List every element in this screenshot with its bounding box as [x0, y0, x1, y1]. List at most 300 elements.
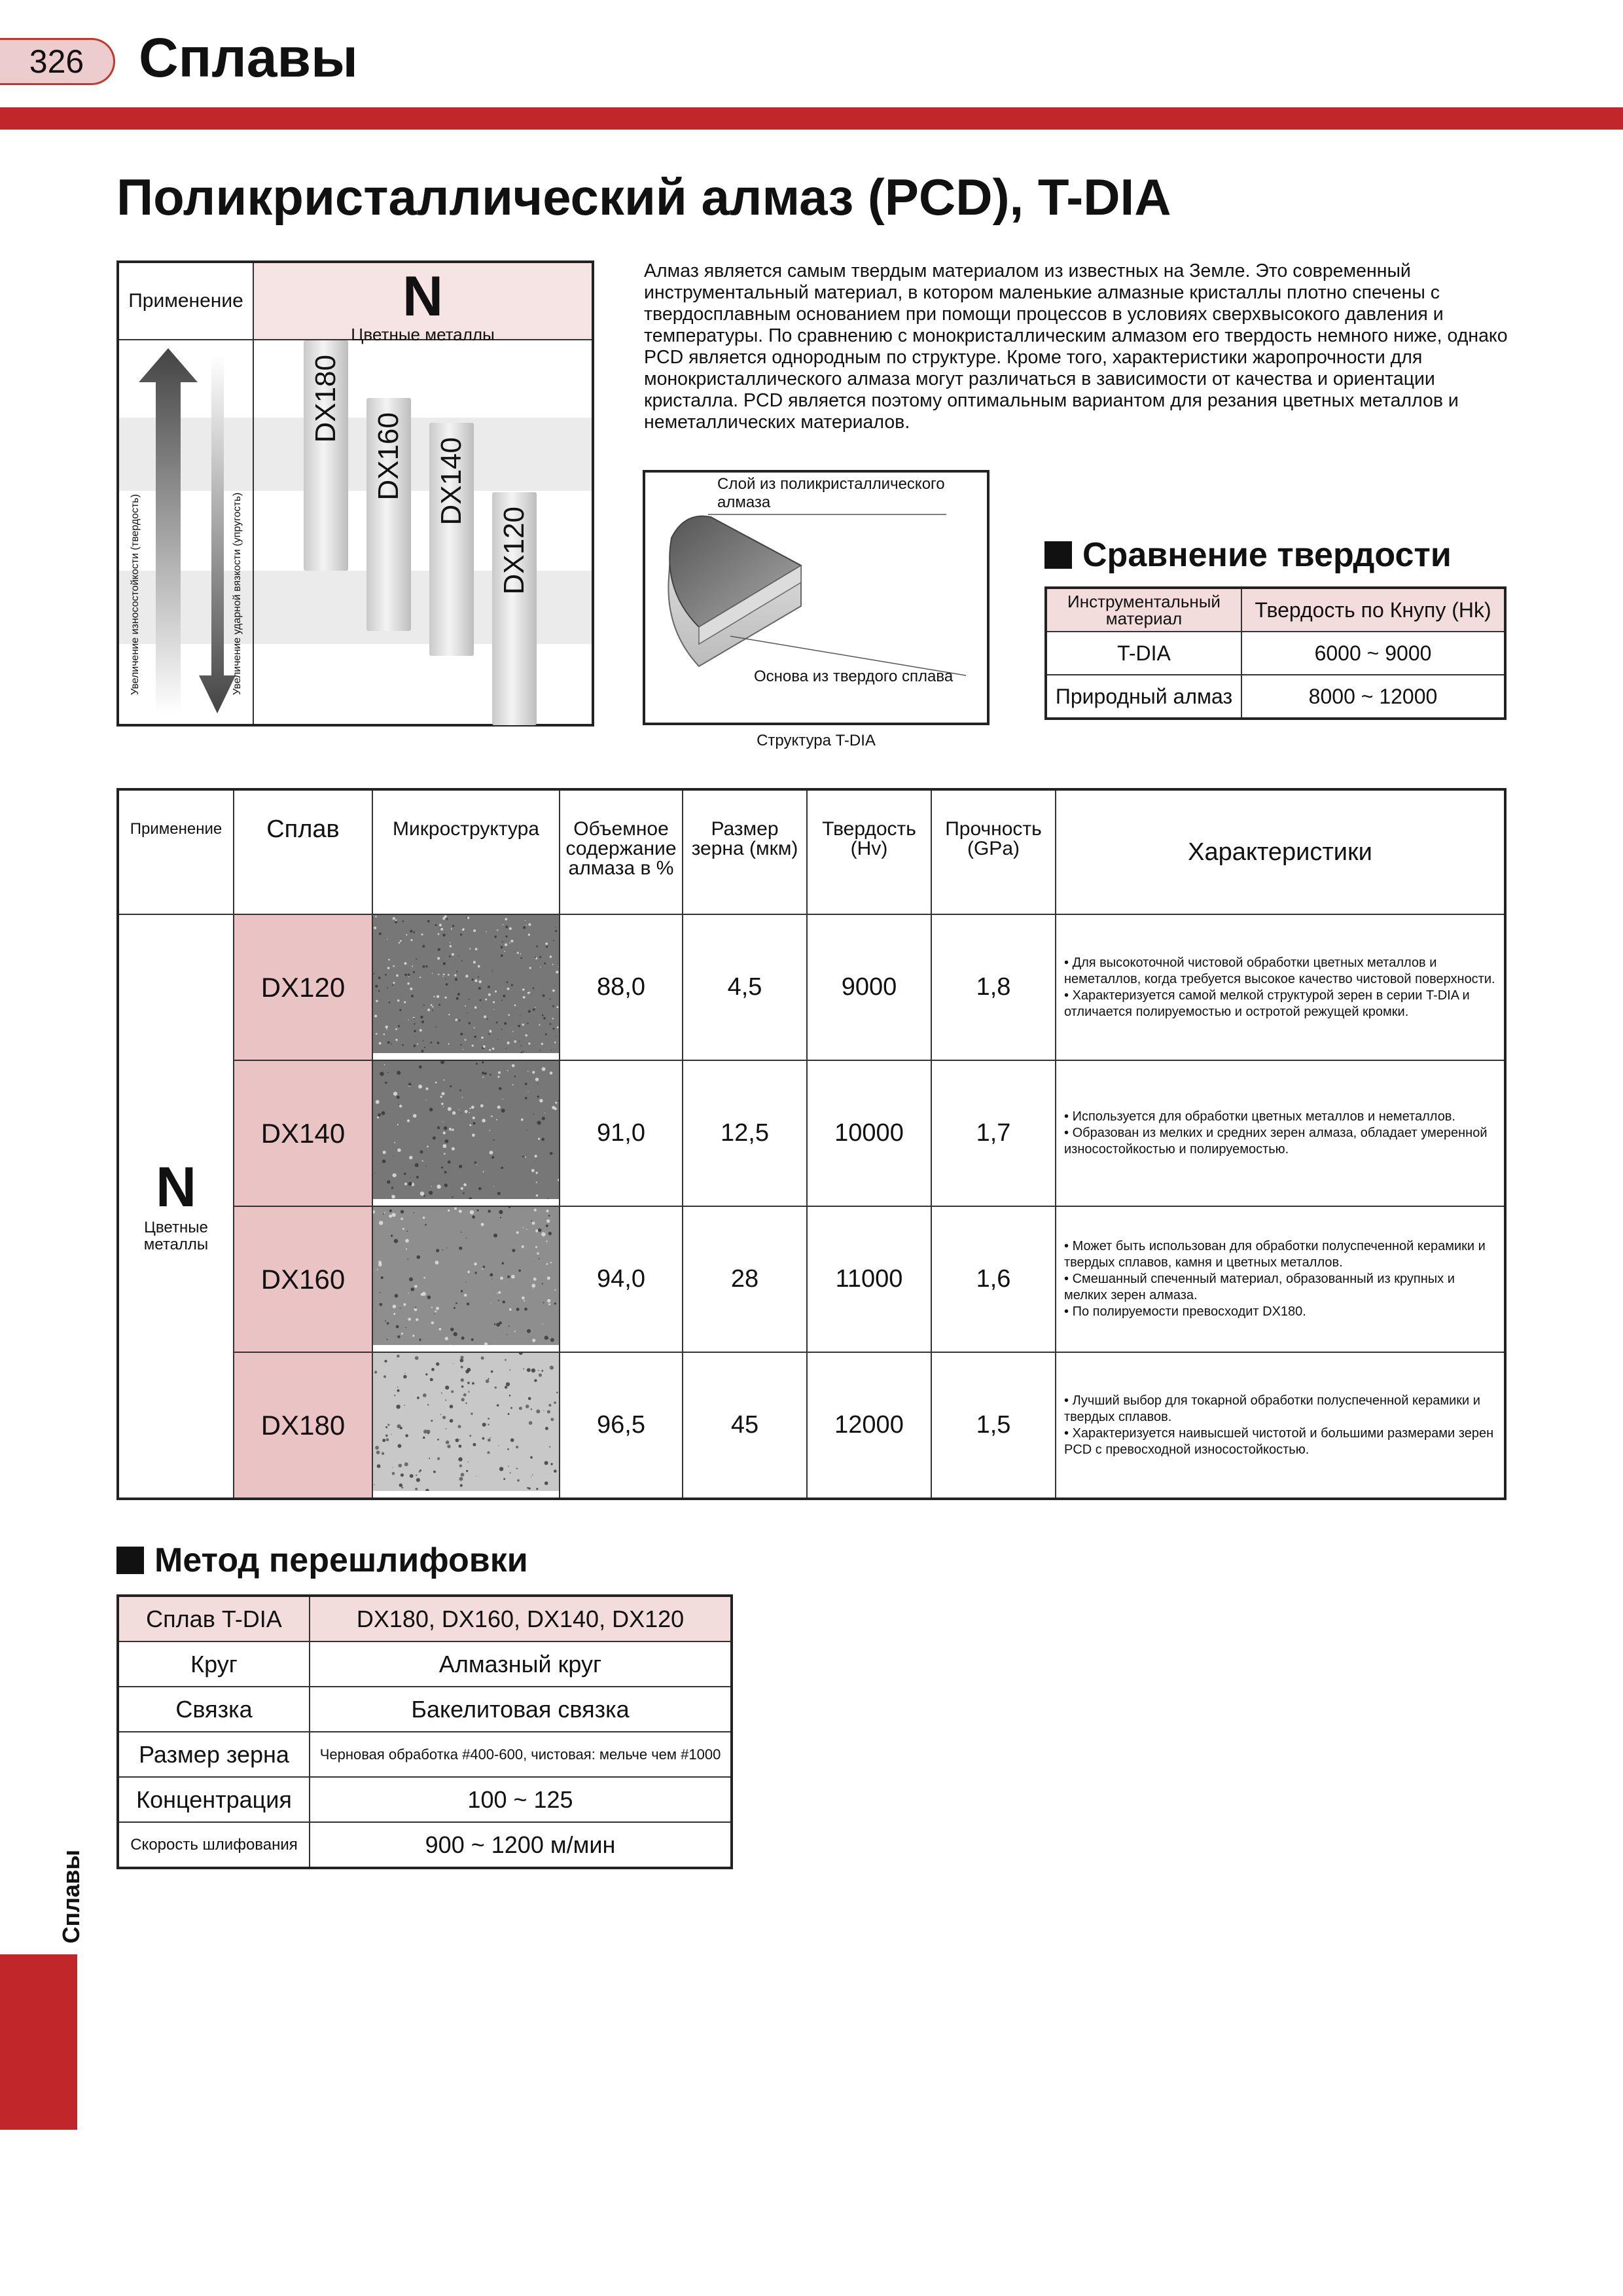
texture-dot: [386, 1438, 389, 1441]
col-application: Применение: [118, 789, 234, 914]
texture-dot: [465, 1039, 467, 1041]
texture-dot: [538, 1229, 542, 1232]
texture-dot: [478, 977, 479, 978]
texture-dot: [411, 995, 414, 997]
texture-dot: [516, 1468, 518, 1469]
texture-dot: [427, 920, 430, 923]
texture-dot: [401, 1473, 404, 1477]
texture-dot: [542, 1283, 543, 1284]
texture-dot: [404, 1405, 405, 1406]
texture-dot: [397, 999, 399, 1001]
table-row: [118, 914, 1505, 1060]
texture-dot: [482, 1423, 486, 1427]
texture-dot: [461, 1187, 463, 1190]
texture-dot: [468, 999, 469, 1000]
texture-dot: [387, 1041, 390, 1044]
texture-dot: [448, 974, 450, 976]
texture-dot: [413, 1018, 415, 1020]
texture-dot: [498, 1300, 499, 1301]
texture-dot: [393, 982, 395, 984]
texture-dot: [480, 999, 482, 1001]
texture-dot: [548, 1232, 552, 1235]
texture-dot: [445, 978, 446, 980]
texture-dot: [508, 1466, 509, 1467]
texture-dot: [385, 1435, 387, 1437]
texture-dot: [397, 1424, 401, 1428]
texture-dot: [419, 1066, 422, 1069]
texture-dot: [471, 1338, 474, 1341]
texture-dot: [475, 948, 478, 950]
texture-dot: [516, 1231, 519, 1234]
texture-dot: [465, 1110, 468, 1113]
texture-dot: [421, 933, 423, 935]
col-grain: Размер зерна (мкм): [683, 789, 807, 914]
texture-dot: [505, 943, 507, 946]
grain-cell: 4,5: [683, 914, 807, 1060]
texture-dot: [454, 974, 456, 976]
texture-dot: [404, 1173, 406, 1175]
texture-dot: [396, 1405, 400, 1408]
texture-dot: [502, 1262, 505, 1265]
texture-dot: [522, 1024, 524, 1026]
texture-dot: [512, 1249, 515, 1252]
hardness-cell: 12000: [807, 1352, 931, 1499]
texture-dot: [535, 1007, 536, 1008]
texture-dot: [405, 1327, 406, 1329]
texture-dot: [387, 1180, 390, 1183]
texture-dot: [512, 1064, 515, 1067]
pillar-dx180: DX180: [304, 340, 348, 571]
texture-dot: [528, 924, 531, 926]
texture-dot: [536, 1410, 540, 1414]
texture-dot: [482, 1437, 485, 1440]
hardness-value: 8000 ~ 12000: [1241, 675, 1505, 719]
texture-dot: [461, 1386, 464, 1388]
table-row: [118, 1352, 1505, 1499]
texture-dot: [445, 1399, 446, 1401]
texture-dot: [488, 1439, 491, 1442]
texture-dot: [419, 1471, 421, 1473]
texture-dot: [505, 1386, 507, 1388]
texture-dot: [441, 1166, 443, 1168]
texture-dot: [450, 945, 452, 947]
texture-dot: [431, 1420, 433, 1422]
texture-dot: [416, 1475, 417, 1476]
table-row: [118, 1822, 732, 1868]
texture-dot: [502, 1099, 503, 1100]
texture-dot: [459, 1477, 463, 1481]
texture-dot: [471, 1412, 473, 1415]
texture-dot: [416, 958, 417, 960]
regrind-value: Алмазный круг: [310, 1641, 732, 1687]
arrows-icon: [137, 348, 242, 721]
texture-dot: [510, 940, 513, 942]
texture-dot: [417, 1255, 421, 1259]
grain-cell: 45: [683, 1352, 807, 1499]
texture-dot: [521, 1119, 524, 1121]
texture-dot: [467, 1302, 469, 1305]
texture-dot: [527, 1023, 528, 1024]
texture-dot: [507, 988, 510, 990]
texture-dot: [529, 1421, 533, 1425]
texture-dot: [488, 1210, 491, 1213]
texture-dot: [455, 1302, 457, 1304]
texture-dot: [450, 1419, 454, 1423]
texture-dot: [507, 982, 508, 984]
texture-dot: [518, 1270, 521, 1272]
texture-dot: [392, 984, 393, 986]
texture-dot: [473, 1443, 476, 1446]
feature-item: • Характеризуется наивысшей чистотой и большими размерами зерен PCD с превосходной износостойкостью.: [1064, 1426, 1494, 1457]
texture-dot: [539, 1024, 540, 1026]
texture-dot: [435, 1261, 439, 1265]
texture-dot: [557, 1006, 559, 1008]
texture-dot: [436, 1249, 439, 1252]
texture-dot: [490, 1074, 491, 1076]
texture-dot: [546, 1210, 548, 1212]
texture-dot: [544, 1481, 548, 1485]
texture-dot: [504, 1022, 507, 1025]
texture-dot: [412, 1335, 414, 1336]
texture-dot: [445, 1337, 448, 1340]
texture-dot: [497, 1105, 501, 1109]
texture-dot: [497, 929, 498, 931]
texture-dot: [476, 1164, 477, 1165]
texture-dot: [461, 1232, 462, 1233]
texture-dot: [468, 1391, 469, 1392]
texture-dot: [501, 1109, 505, 1113]
texture-dot: [527, 1329, 531, 1333]
texture-dot: [393, 1174, 397, 1177]
texture-dot: [493, 1186, 494, 1187]
texture-dot: [469, 1435, 471, 1437]
texture-dot: [550, 1023, 552, 1025]
texture-dot: [461, 1290, 463, 1293]
texture-dot: [543, 1302, 544, 1303]
texture-dot: [546, 946, 548, 948]
application-label: Применение: [119, 263, 254, 340]
texture-dot: [531, 1369, 535, 1372]
texture-dot: [395, 1028, 397, 1030]
texture-dot: [376, 1100, 380, 1104]
texture-dot: [413, 971, 415, 973]
texture-dot: [549, 1446, 550, 1448]
texture-dot: [448, 1014, 450, 1015]
texture-dot: [385, 1082, 387, 1084]
group-caption: Цветные металлы: [143, 1219, 209, 1253]
texture-dot: [539, 1373, 542, 1376]
texture-dot: [429, 1191, 433, 1194]
texture-dot: [499, 1467, 503, 1471]
texture-dot: [505, 1359, 507, 1361]
texture-dot: [474, 1006, 477, 1009]
texture-dot: [474, 979, 477, 982]
texture-dot: [535, 1155, 537, 1157]
texture-dot: [491, 1115, 493, 1117]
texture-dot: [538, 1138, 540, 1139]
texture-dot: [536, 946, 538, 948]
texture-dot: [442, 1144, 446, 1148]
texture-dot: [474, 1027, 475, 1028]
texture-dot: [378, 1261, 382, 1264]
texture-dot: [528, 933, 530, 935]
texture-dot: [450, 1328, 454, 1331]
texture-dot: [528, 1010, 531, 1013]
texture-dot: [550, 1262, 552, 1263]
texture-dot: [516, 1308, 520, 1311]
texture-dot: [452, 1196, 453, 1198]
texture-dot: [395, 1294, 399, 1298]
texture-dot: [407, 982, 410, 985]
texture-dot: [387, 967, 390, 969]
texture-dot: [477, 1210, 479, 1211]
texture-dot: [403, 1375, 406, 1378]
hardness-value: 6000 ~ 9000: [1241, 632, 1505, 675]
features-cell: [1056, 1352, 1505, 1499]
texture-dot: [541, 1370, 543, 1372]
texture-dot: [485, 999, 487, 1001]
texture-dot: [425, 965, 427, 967]
texture-dot: [387, 987, 388, 988]
texture-dot: [537, 1121, 541, 1124]
texture-dot: [374, 1173, 375, 1174]
texture-dot: [392, 1472, 395, 1475]
texture-dot: [421, 1050, 423, 1052]
texture-dot: [410, 1474, 414, 1478]
texture-dot: [385, 1026, 388, 1028]
texture-dot: [451, 928, 452, 929]
texture-dot: [375, 1446, 379, 1450]
texture-dot: [389, 1002, 391, 1004]
hardness-table: [1044, 586, 1507, 720]
texture-dot: [496, 1119, 497, 1121]
texture-dot: [408, 974, 410, 976]
texture-dot: [469, 1112, 470, 1113]
texture-dot: [423, 1217, 425, 1219]
texture-dot: [410, 939, 412, 941]
header-bar: [0, 107, 1623, 130]
texture-dot: [423, 1005, 425, 1006]
texture-dot: [402, 1228, 404, 1230]
texture-dot: [473, 1122, 476, 1124]
texture-dot: [422, 1160, 423, 1162]
texture-dot: [543, 994, 545, 997]
texture-dot: [379, 1221, 383, 1225]
texture-dot: [490, 1030, 492, 1033]
texture-dot: [460, 933, 462, 935]
grade-name: DX180: [234, 1352, 372, 1499]
texture-dot: [493, 1001, 495, 1003]
texture-dot: [545, 1427, 548, 1430]
texture-dot: [387, 1322, 389, 1325]
texture-dot: [402, 920, 404, 922]
texture-dot: [382, 1111, 385, 1115]
texture-dot: [402, 1044, 404, 1046]
texture-dot: [488, 1418, 490, 1420]
texture-dot: [500, 1217, 501, 1218]
texture-dot: [484, 1015, 486, 1018]
texture-dot: [385, 1320, 386, 1321]
texture-dot: [484, 1072, 487, 1075]
regrind-value: Бакелитовая связка: [310, 1687, 732, 1732]
texture-dot: [436, 1362, 439, 1365]
texture-dot: [552, 1005, 554, 1007]
texture-dot: [410, 930, 412, 933]
texture-dot: [446, 1428, 447, 1429]
texture-dot: [387, 1424, 389, 1426]
texture-dot: [455, 978, 457, 980]
texture-dot: [469, 948, 471, 949]
texture-dot: [438, 1004, 440, 1006]
texture-dot: [557, 1026, 559, 1028]
texture-dot: [469, 1107, 471, 1109]
texture-dot: [424, 1047, 425, 1048]
texture-dot: [431, 1321, 434, 1324]
texture-dot: [440, 1096, 442, 1098]
texture-dot: [394, 1142, 395, 1143]
texture-dot: [523, 1227, 524, 1229]
texture-dot: [476, 1063, 478, 1065]
texture-dot: [447, 1444, 450, 1448]
texture-dot: [497, 1192, 501, 1195]
texture-dot: [403, 1303, 406, 1306]
texture-dot: [397, 1387, 398, 1388]
texture-dot: [517, 1479, 520, 1482]
texture-dot: [454, 1332, 457, 1336]
texture-dot: [405, 1373, 406, 1374]
texture-dot: [452, 953, 454, 956]
texture-dot: [510, 1407, 512, 1409]
texture-dot: [452, 1147, 455, 1151]
texture-dot: [542, 1117, 545, 1120]
texture-dot: [409, 1156, 412, 1159]
texture-dot: [409, 1278, 413, 1282]
texture-dot: [441, 1393, 442, 1394]
microstructure-image: [373, 1061, 559, 1199]
texture-dot: [442, 1249, 444, 1251]
texture-dot: [455, 1018, 457, 1021]
texture-dot: [474, 1162, 476, 1164]
texture-dot: [494, 1323, 496, 1325]
texture-dot: [526, 1229, 527, 1230]
intro-text: Алмаз является самым твердым материалом из известных на Земле. Это современный инструментальный материал, в котором маленькие алмазные кристаллы плотно спечены с твердосплавным основанием при помощи процессов в условиях сверхвысокого давления и температуры. По сравнению с монокристаллическим алмазом его твердость немного ниже, однако PCD является однородным по структуре. Кроме того, характеристики жаропрочности для монокристаллического алмаза могут различаться в зависимости от качества и ориентации кристалла. PCD является поэтому оптимальным вариантом для резания цветных металлов и неметаллических материалов.: [644, 260, 1508, 433]
texture-dot: [423, 1195, 425, 1197]
texture-dot: [437, 1042, 440, 1045]
texture-dot: [503, 1478, 505, 1480]
texture-dot: [529, 967, 531, 969]
texture-dot: [532, 1474, 533, 1475]
texture-dot: [498, 1076, 500, 1078]
texture-dot: [531, 1220, 533, 1221]
microstructure-image: [373, 915, 559, 1053]
texture-dot: [399, 942, 401, 944]
texture-dot: [531, 1408, 533, 1410]
texture-dot: [391, 1195, 395, 1199]
texture-dot: [422, 945, 425, 948]
texture-dot: [497, 1404, 499, 1407]
microstructure-image: [373, 1353, 559, 1491]
texture-dot: [461, 1398, 465, 1401]
texture-dot: [506, 1382, 510, 1386]
texture-dot: [397, 1390, 399, 1392]
texture-dot: [421, 1020, 424, 1023]
texture-dot: [547, 1299, 550, 1302]
strength-cell: 1,5: [931, 1352, 1056, 1499]
texture-dot: [505, 925, 508, 928]
hardness-material: Природный алмаз: [1046, 675, 1241, 719]
texture-dot: [408, 1318, 411, 1321]
texture-dot: [397, 1071, 401, 1075]
texture-dot: [454, 1208, 457, 1210]
texture-dot: [384, 1212, 385, 1213]
texture-dot: [466, 1238, 467, 1239]
texture-dot: [448, 1107, 452, 1111]
texture-dot: [425, 1373, 427, 1375]
texture-dot: [492, 970, 493, 971]
texture-dot: [446, 918, 448, 920]
texture-dot: [556, 1391, 558, 1393]
texture-dot: [553, 940, 554, 941]
texture-dot: [528, 1488, 530, 1490]
content-cell: 94,0: [560, 1206, 683, 1352]
texture-dot: [546, 1219, 550, 1223]
texture-dot: [380, 1292, 381, 1293]
texture-dot: [417, 1397, 419, 1399]
texture-dot: [458, 1109, 459, 1110]
texture-dot: [460, 1484, 463, 1487]
texture-dot: [391, 1194, 392, 1195]
texture-dot: [455, 1439, 459, 1443]
figure-label-bottom: Основа из твердого сплава: [754, 668, 954, 685]
texture-dot: [555, 1036, 556, 1037]
texture-dot: [431, 1306, 433, 1308]
texture-dot: [503, 1300, 505, 1303]
texture-dot: [512, 1084, 514, 1085]
texture-dot: [459, 1439, 460, 1440]
texture-dot: [548, 1215, 550, 1217]
texture-dot: [465, 975, 468, 977]
col-hardness: Твердость (Hv): [807, 789, 931, 914]
texture-dot: [554, 1401, 556, 1404]
texture-dot: [501, 1166, 503, 1169]
texture-dot: [525, 1034, 527, 1037]
texture-dot: [519, 1407, 522, 1410]
table-row: [118, 1732, 732, 1777]
texture-dot: [393, 965, 395, 967]
features-cell: [1056, 1060, 1505, 1206]
texture-dot: [522, 988, 525, 991]
texture-dot: [443, 973, 445, 975]
feature-item: • Может быть использован для обработки полуспеченной керамики и твердых сплавов, камня и цветных металлов.: [1064, 1239, 1486, 1270]
texture-dot: [441, 1103, 444, 1105]
texture-dot: [465, 1370, 469, 1374]
divider: [253, 340, 254, 724]
regrind-key: Размер зерна: [118, 1732, 310, 1777]
texture-dot: [533, 1278, 537, 1281]
texture-dot: [401, 1217, 403, 1220]
regrind-heading: Метод перешлифовки: [116, 1543, 528, 1577]
texture-dot: [405, 1239, 409, 1243]
texture-dot: [495, 1386, 497, 1389]
texture-dot: [388, 959, 390, 961]
texture-dot: [478, 965, 480, 968]
texture-dot: [494, 935, 497, 938]
texture-dot: [466, 1470, 468, 1472]
texture-dot: [556, 971, 558, 973]
texture-dot: [544, 1461, 548, 1465]
side-tab-label: Сплавы: [58, 1850, 84, 1944]
texture-dot: [437, 1126, 440, 1129]
